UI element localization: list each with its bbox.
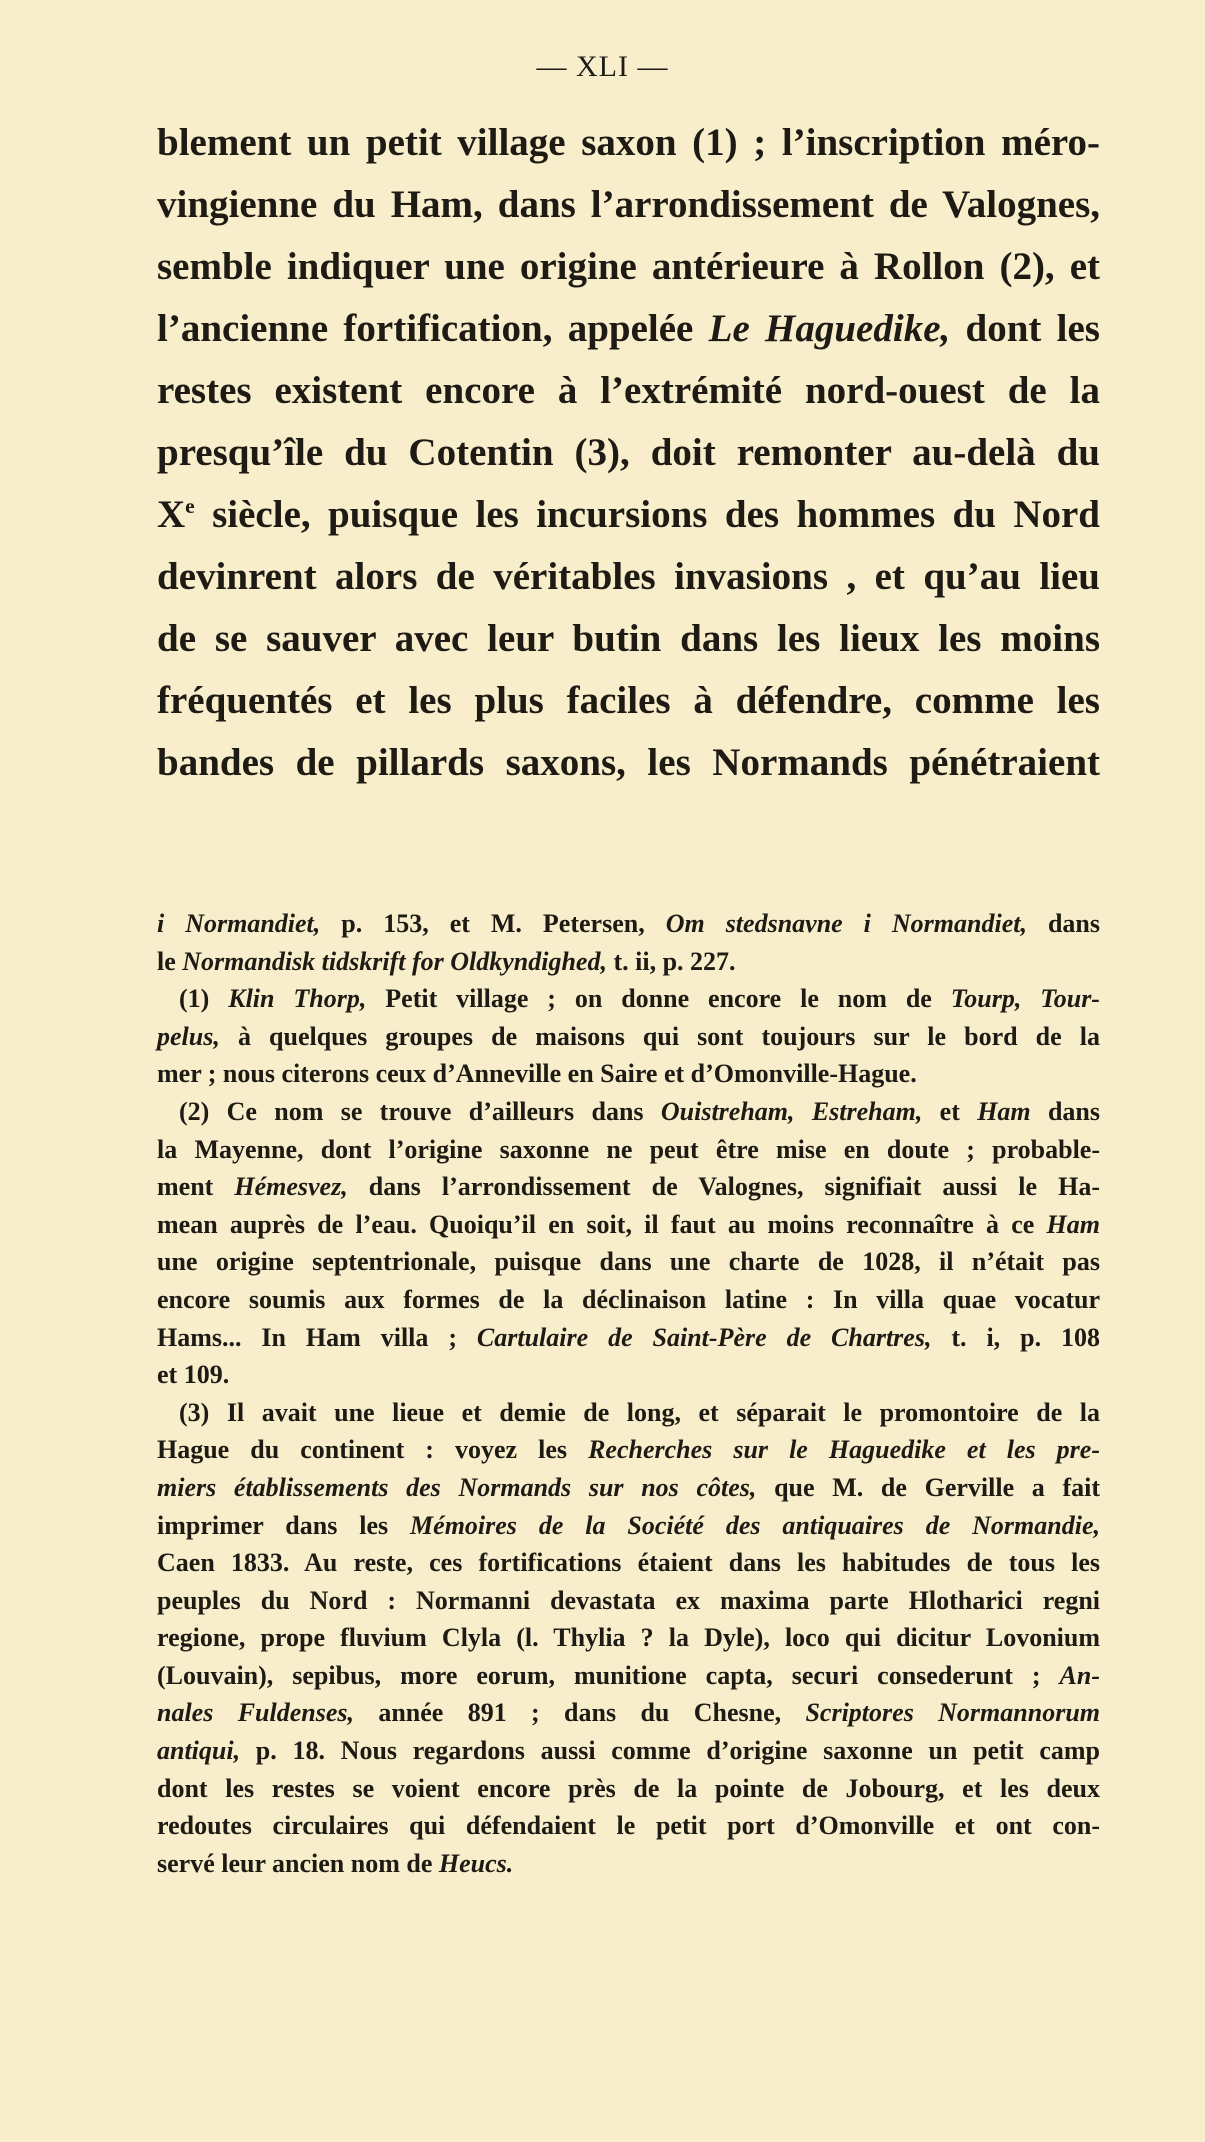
footnotes	[157, 905, 1100, 1882]
text-segment: imprimer dans les	[157, 1510, 411, 1540]
footnote-line	[157, 1206, 1100, 1244]
footnote-line	[157, 1093, 1100, 1131]
text-segment: devinrent alors de véritables invasions , et qu’au lieu	[157, 555, 1100, 598]
italic-text: Heucs.	[438, 1848, 514, 1878]
footnote-line	[157, 980, 1100, 1018]
text-segment: t. ii, p. 227.	[606, 946, 736, 976]
italic-text: Recherches sur le Haguedike et les pre-	[588, 1435, 1100, 1465]
body-line	[157, 608, 1100, 670]
body-line	[157, 546, 1100, 608]
italic-text: i Normandiet,	[157, 909, 321, 938]
page-number-header: — XLI —	[536, 50, 669, 83]
footnote-line	[157, 1131, 1100, 1169]
footnote-line	[157, 1694, 1100, 1732]
text-segment: dans l’arrondissement de Valognes, signifiait aussi le Ha-	[347, 1172, 1100, 1202]
text-segment: de se sauver avec leur butin dans les lieux les moins	[157, 617, 1100, 660]
body-line	[157, 484, 1100, 546]
text-segment: vingienne du Ham, dans l’arrondissement de Valognes,	[157, 183, 1100, 226]
text-segment: mean auprès de l’eau. Quoiqu’il en soit, il faut au moins reconnaître à ce	[157, 1209, 1047, 1239]
text-segment: dans	[1026, 909, 1100, 938]
text-segment: e	[185, 494, 195, 518]
text-segment: p. 153, et M. Petersen,	[320, 909, 666, 938]
text-segment: Hague du continent : voyez les	[157, 1435, 589, 1465]
italic-text: Mémoires de la Société des antiquaires de Normandie,	[410, 1510, 1100, 1540]
text-segment: regione, prope fluvium Clyla (l. Thylia ? la Dyle), loco qui dicitur Lovonium	[157, 1623, 1100, 1653]
footnote-line	[157, 1807, 1100, 1845]
body-line	[157, 670, 1100, 732]
footnote-line	[157, 1582, 1100, 1620]
text-segment: encore soumis aux formes de la déclinaison latine : In villa quae vocatur	[157, 1284, 1100, 1314]
text-segment: la Mayenne, dont l’origine saxonne ne peut être mise en doute ; probable-	[157, 1134, 1100, 1164]
body-line	[157, 732, 1100, 794]
text-segment: servé leur ancien nom de	[157, 1848, 439, 1878]
body-line	[157, 422, 1100, 484]
text-segment: année 891 ; dans du Chesne,	[354, 1698, 806, 1728]
text-segment: siècle, puisque les incursions des hommes du Nord	[194, 493, 1100, 536]
footnote-line	[157, 1055, 1100, 1093]
text-segment: restes existent encore à l’extrémité nord-ouest de la	[157, 369, 1100, 412]
text-segment: dont les	[950, 307, 1100, 350]
footnote-line	[157, 1732, 1100, 1770]
text-segment: redoutes circulaires qui défendaient le petit port d’Omonville et ont con-	[157, 1811, 1100, 1841]
text-segment: blement un petit village saxon (1) ; l’inscription méro-	[157, 121, 1100, 164]
text-segment: p. 18. Nous regardons aussi comme d’origine saxonne un petit camp	[240, 1736, 1100, 1766]
footnote-line	[157, 1168, 1100, 1206]
footnote-line	[157, 1770, 1100, 1808]
text-segment: presqu’île du Cotentin (3), doit remonter au-delà du	[157, 431, 1100, 474]
text-segment: fréquentés et les plus faciles à défendre, comme les	[157, 679, 1100, 722]
italic-text: pelus,	[157, 1021, 220, 1051]
text-segment: et	[922, 1096, 978, 1126]
footnote-line	[157, 1469, 1100, 1507]
text-segment: dans	[1030, 1096, 1101, 1126]
footnote-line	[157, 905, 1100, 943]
text-segment: une origine septentrionale, puisque dans une charte de 1028, il n’était pas	[157, 1247, 1100, 1277]
text-segment: dont les restes se voient encore près de la pointe de Jobourg, et les deux	[157, 1773, 1100, 1803]
italic-text: Scriptores Normannorum	[805, 1698, 1100, 1728]
footnote-line	[157, 1657, 1100, 1695]
text-segment: à quelques groupes de maisons qui sont toujours sur le bord de la	[219, 1021, 1100, 1051]
italic-text: An-	[1059, 1660, 1100, 1690]
body-text	[157, 112, 1100, 794]
italic-text: Normandisk tidskrift for Oldkyndighed,	[182, 946, 607, 976]
text-segment: le	[157, 946, 183, 976]
text-segment: ment	[157, 1172, 235, 1202]
footnote-line	[157, 1619, 1100, 1657]
footnote-line	[157, 1431, 1100, 1469]
text-segment: (1)	[179, 984, 229, 1014]
footnote-line	[157, 1319, 1100, 1357]
body-line	[157, 174, 1100, 236]
text-segment: Petit village ; on donne encore le nom de	[366, 984, 951, 1014]
footnote-line	[157, 1394, 1100, 1432]
italic-text: Le Haguedike,	[708, 307, 951, 350]
text-segment: (2) Ce nom se trouve d’ailleurs dans	[179, 1096, 661, 1126]
footnote-line	[157, 1544, 1100, 1582]
italic-text: miers établissements des Normands sur nos côtes,	[157, 1472, 757, 1502]
italic-text: Ham	[977, 1096, 1031, 1126]
text-segment: semble indiquer une origine antérieure à Rollon (2), et	[157, 245, 1100, 288]
text-segment: (3) Il avait une lieue et demie de long, et séparait le promontoire de la	[179, 1397, 1100, 1427]
text-segment: X	[157, 493, 186, 536]
footnote-line	[157, 1507, 1100, 1545]
italic-text: Tourp, Tour-	[950, 984, 1100, 1014]
footnote-line	[157, 1243, 1100, 1281]
text-segment: l’ancienne fortification, appelée	[157, 307, 709, 350]
italic-text: Om stedsnavne i Normandiet,	[665, 909, 1027, 938]
text-segment: que M. de Gerville a fait	[756, 1472, 1100, 1502]
italic-text: nales Fuldenses,	[157, 1698, 354, 1728]
text-segment: (Louvain), sepibus, more eorum, munitione capta, securi consederunt ;	[157, 1660, 1060, 1690]
text-segment: mer ; nous citerons ceux d’Anneville en Saire et d’Omonville-Hague.	[157, 1059, 917, 1089]
footnote-line	[157, 1845, 1100, 1883]
text-segment: peuples du Nord : Normanni devastata ex maxima parte Hlotharici regni	[157, 1585, 1100, 1615]
italic-text: Klin Thorp,	[228, 984, 367, 1014]
footnote-line	[157, 1356, 1100, 1394]
body-line	[157, 236, 1100, 298]
italic-text: Ouistreham, Estreham,	[660, 1096, 923, 1126]
footnote-line	[157, 1018, 1100, 1056]
footnote-line	[157, 943, 1100, 981]
body-line	[157, 298, 1100, 360]
text-segment: bandes de pillards saxons, les Normands pénétraient	[157, 741, 1100, 784]
italic-text: antiqui,	[157, 1736, 241, 1766]
text-segment: et 109.	[157, 1360, 230, 1390]
body-line	[157, 112, 1100, 174]
body-line	[157, 360, 1100, 422]
text-segment: Caen 1833. Au reste, ces fortifications étaient dans les habitudes de tous les	[157, 1548, 1100, 1578]
italic-text: Hémesvez,	[234, 1172, 348, 1202]
italic-text: Ham	[1046, 1209, 1100, 1239]
text-segment: Hams... In Ham villa ;	[157, 1322, 477, 1352]
text-segment: t. i, p. 108	[931, 1322, 1100, 1352]
footnote-line	[157, 1281, 1100, 1319]
italic-text: Cartulaire de Saint-Père de Chartres,	[476, 1322, 932, 1352]
